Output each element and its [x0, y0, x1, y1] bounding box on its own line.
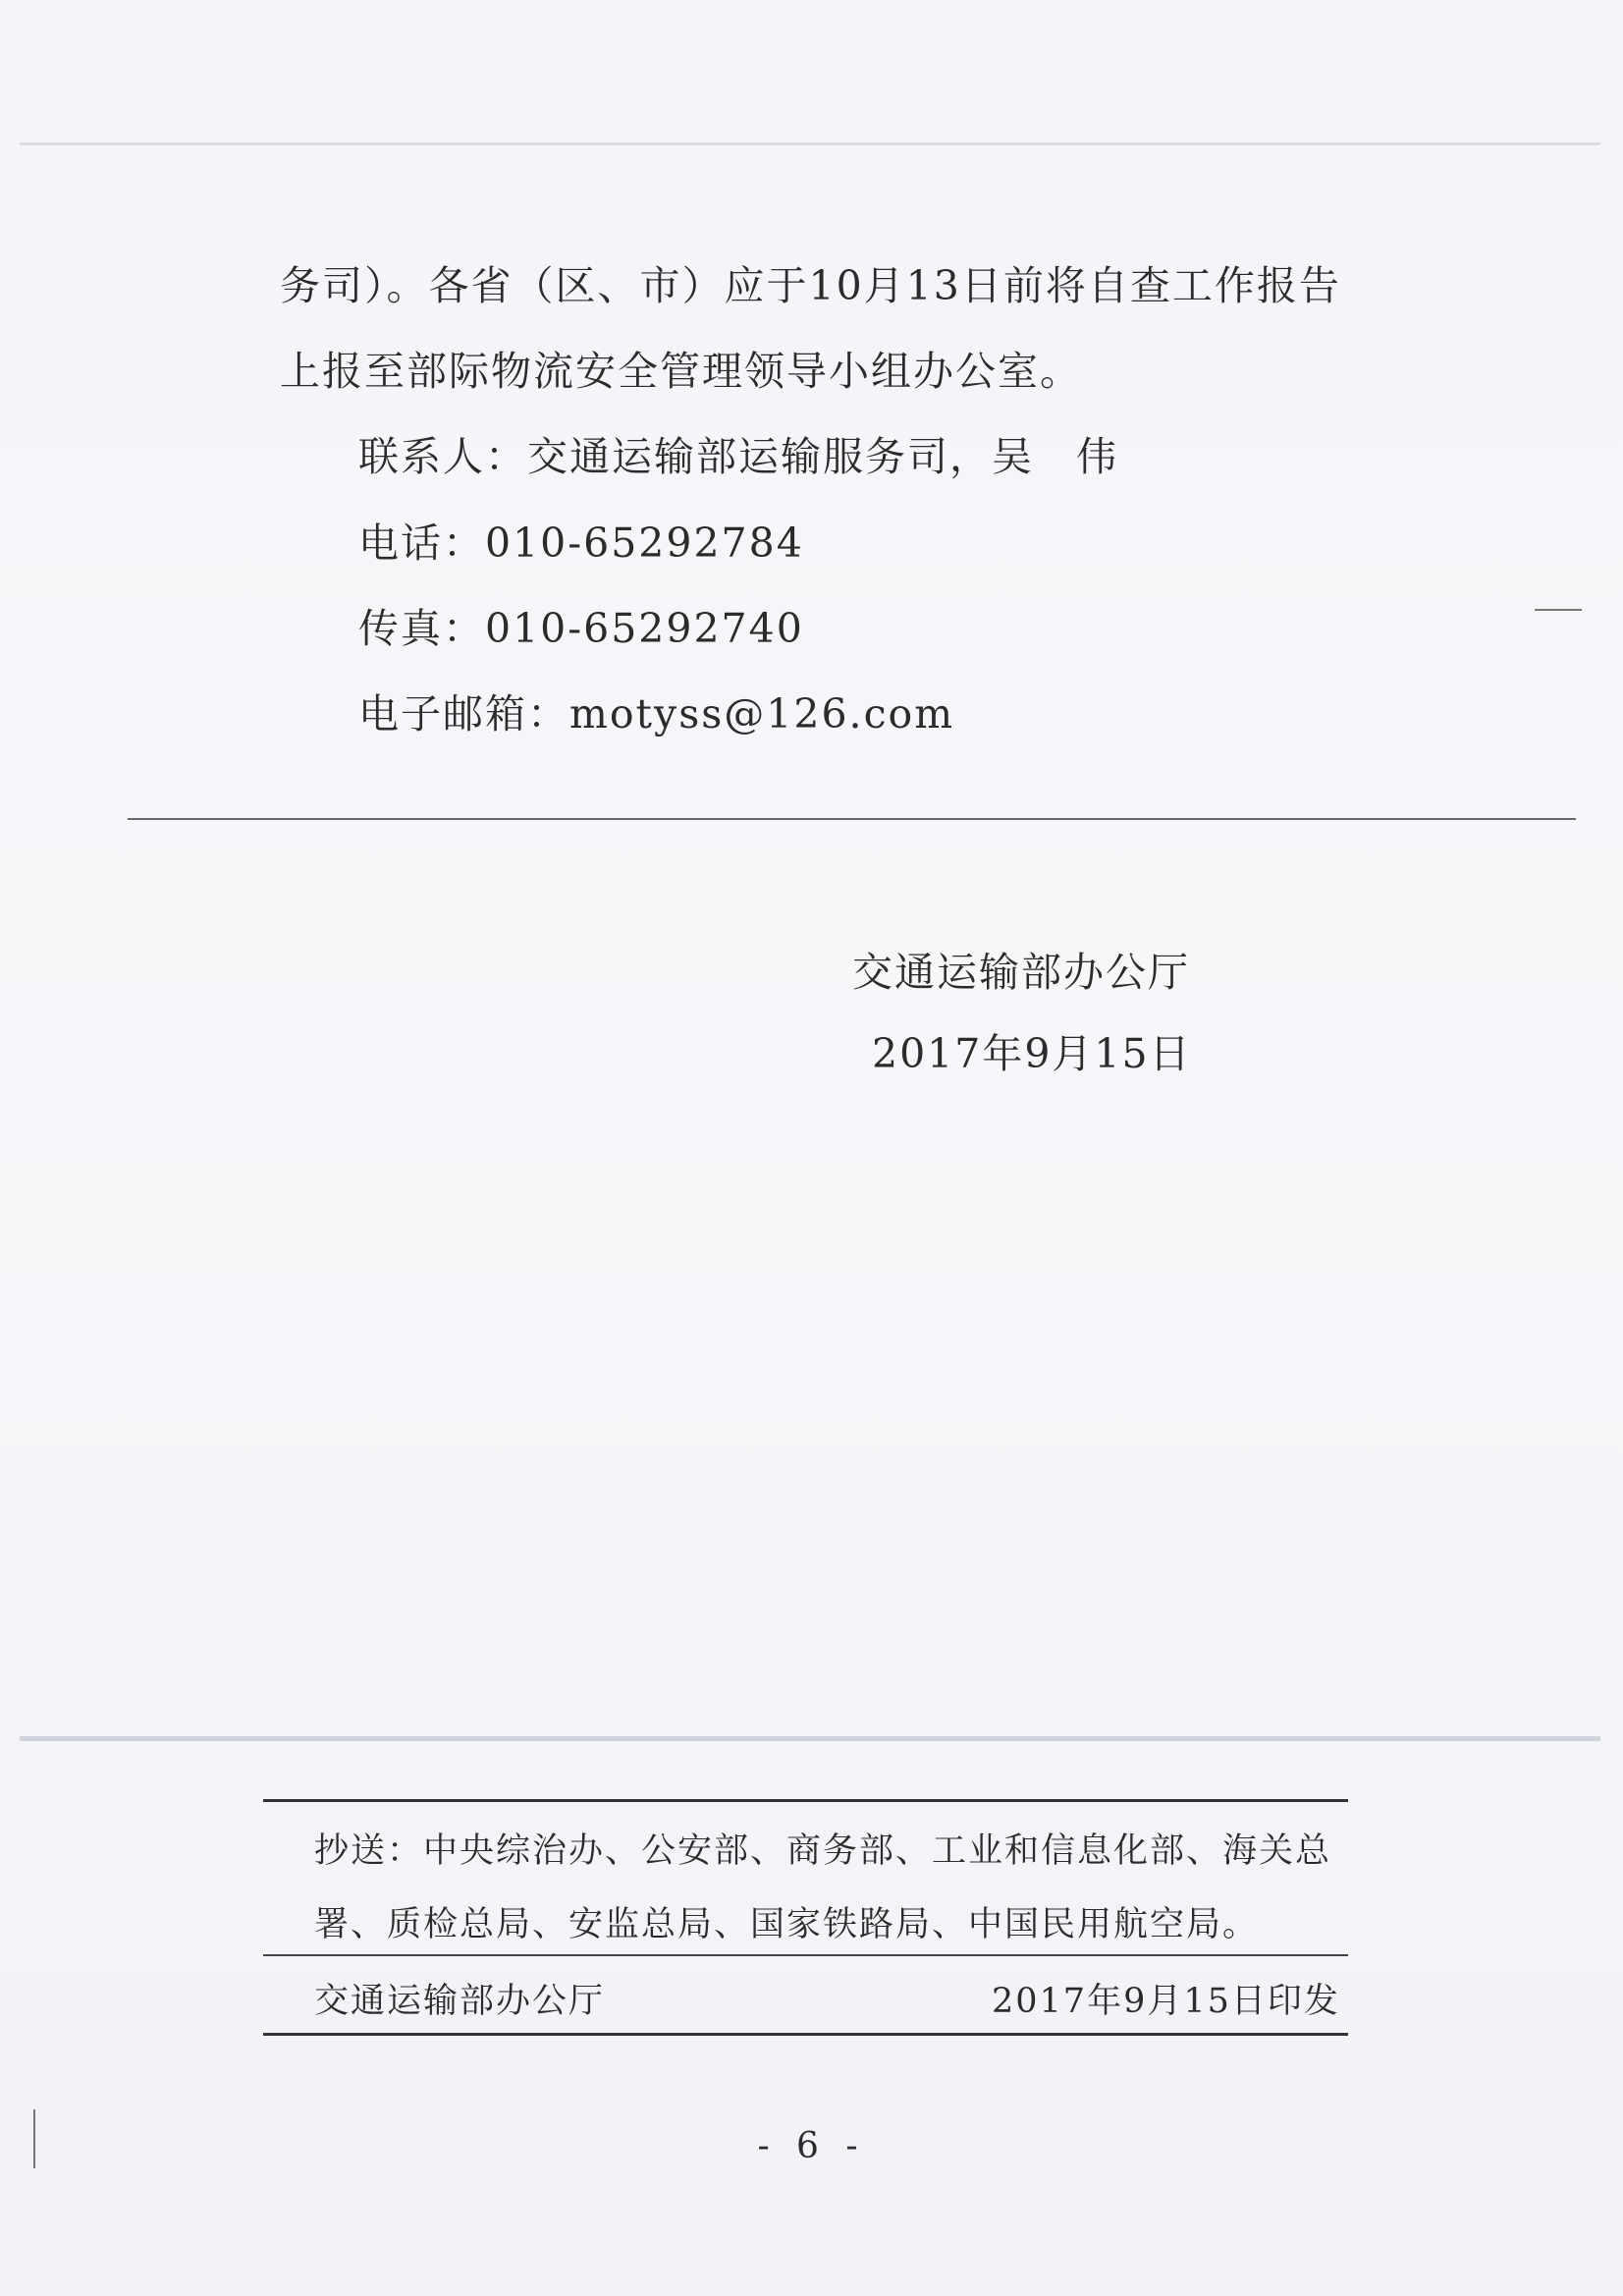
scan-artifact-middle — [20, 1736, 1600, 1741]
body-paragraph-line-2: 上报至部际物流安全管理领导小组办公室。 — [280, 348, 1082, 395]
cc-line-2: 署、质检总局、安监总局、国家铁路局、中国民用航空局。 — [314, 1905, 1260, 1944]
email-label: 电子邮箱： — [358, 690, 569, 738]
footer-top-rule — [263, 1799, 1348, 1802]
scan-artifact-top — [20, 142, 1600, 145]
phone-label: 电话： — [358, 519, 485, 567]
signature-issuer: 交通运输部办公厅 — [852, 949, 1190, 996]
contact-label: 联系人： — [358, 433, 527, 480]
contact-value: 交通运输部运输服务司，吴 伟 — [527, 433, 1118, 480]
body-separator — [128, 818, 1576, 820]
footer-bottom-rule — [263, 2033, 1348, 2036]
signature-date: 2017年9月15日 — [872, 1030, 1192, 1077]
issue-date: 2017年9月15日印发 — [992, 1982, 1340, 2021]
page-number: - 6 - — [757, 2126, 866, 2166]
phone-value: 010-65292784 — [485, 519, 804, 567]
body-paragraph-line-1: 务司）。各省（区、市）应于10月13日前将自查工作报告 — [280, 262, 1341, 309]
fax-value: 010-65292740 — [485, 605, 804, 652]
fax-line — [358, 596, 804, 654]
footer-middle-rule — [263, 1954, 1348, 1956]
email-line — [358, 682, 954, 739]
issuing-office: 交通运输部办公厅 — [314, 1982, 606, 2021]
contact-line — [358, 424, 1118, 482]
email-value[interactable]: motyss@126.com — [569, 690, 955, 738]
fax-label: 传真： — [358, 605, 485, 652]
phone-line — [358, 511, 804, 569]
cc-line-1: 抄送：中央综治办、公安部、商务部、工业和信息化部、海关总 — [314, 1831, 1332, 1871]
edge-mark — [1535, 609, 1582, 611]
